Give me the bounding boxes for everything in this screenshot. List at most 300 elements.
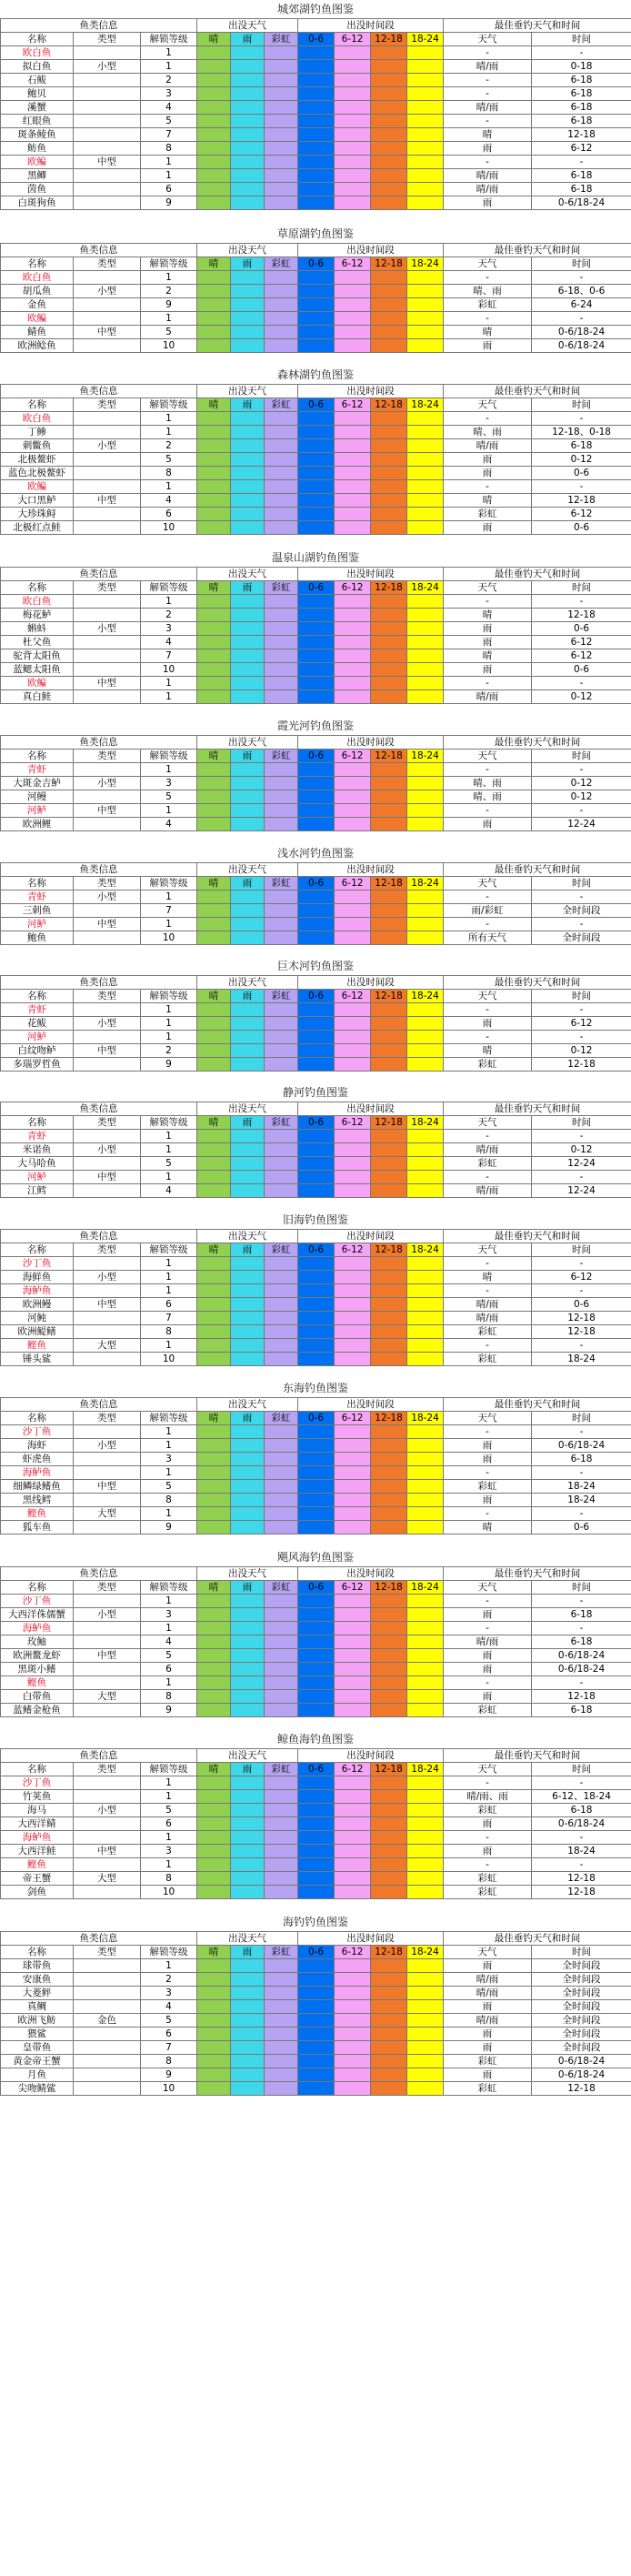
unlock-level: 5: [141, 325, 197, 338]
fish-type: [74, 183, 141, 196]
section-title: 巨木河钓鱼图鉴: [276, 959, 354, 972]
subheader-row: [1, 1946, 631, 1959]
fish-type: [74, 74, 141, 87]
fish-type: [74, 1521, 141, 1535]
time-0-6-header: 0-6: [298, 1243, 335, 1256]
fish-name: 溪蟹: [1, 101, 74, 115]
time-cell: [407, 1171, 444, 1184]
weather-cell: [197, 777, 231, 790]
weather-cell: [231, 311, 265, 325]
table-row: [1, 1872, 631, 1886]
fish-name: 月鱼: [1, 2068, 74, 2082]
time-cell: [371, 1776, 407, 1790]
fish-type: [74, 1466, 141, 1480]
time-cell: [371, 1324, 407, 1338]
time-cell: [335, 466, 371, 479]
table-row: [1, 1607, 631, 1621]
time-0-6-header: 0-6: [298, 1763, 335, 1776]
fish-name: 青虾: [1, 1002, 74, 1016]
type-header: 类型: [74, 1763, 141, 1776]
unlock-level: 1: [141, 1256, 197, 1270]
time-cell: [298, 1635, 335, 1648]
weather-cell: [197, 1845, 231, 1858]
best-weather: 雨: [444, 2028, 532, 2041]
best-time: 18-24: [532, 1494, 631, 1507]
time-cell: [335, 297, 371, 311]
fish-name: 海虾: [1, 1439, 74, 1453]
best-weather: -: [444, 1776, 532, 1790]
best-weather: -: [444, 1256, 532, 1270]
weather-cell: [197, 101, 231, 115]
best-time: 6-24: [532, 297, 631, 311]
time-cell: [335, 325, 371, 338]
best-weather: 雨: [444, 196, 532, 210]
best-header: 最佳垂钓天气和时间: [444, 862, 631, 876]
weather-cell: [197, 1689, 231, 1703]
weather-cell: [197, 1311, 231, 1324]
time-cell: [407, 2028, 444, 2041]
time-cell: [298, 1776, 335, 1790]
unlock-level: 1: [141, 1594, 197, 1607]
subheader-row: [1, 580, 631, 594]
time-cell: [371, 520, 407, 534]
time-header: 出没时间段: [298, 243, 444, 257]
fish-type: 中型: [74, 1845, 141, 1858]
time-12-18-header: 12-18: [371, 1763, 407, 1776]
time-cell: [335, 1973, 371, 1987]
fish-type: [74, 1057, 141, 1071]
weather-cell: [231, 115, 265, 128]
best-weather: 彩虹: [444, 2055, 532, 2068]
time-cell: [335, 818, 371, 831]
weather-cell: [265, 142, 298, 156]
weather-cell: [197, 438, 231, 452]
weather-cell: [197, 1594, 231, 1607]
fish-name: 竹荚鱼: [1, 1790, 74, 1804]
table-row: [1, 60, 631, 74]
unlock-level: 3: [141, 1607, 197, 1621]
time-cell: [407, 325, 444, 338]
time-cell: [371, 689, 407, 703]
time-cell: [407, 635, 444, 649]
best-time: 6-12: [532, 649, 631, 662]
best-weather: 所有天气: [444, 931, 532, 944]
time-12-18-header: 12-18: [371, 876, 407, 890]
time-cell: [371, 1466, 407, 1480]
best-time: 6-18: [532, 101, 631, 115]
time-cell: [371, 196, 407, 210]
weather-cell: [265, 1886, 298, 1899]
table-row: [1, 594, 631, 608]
table-row: [1, 1171, 631, 1184]
time-cell: [407, 2068, 444, 2082]
weather-cell: [197, 1648, 231, 1662]
time-cell: [335, 594, 371, 608]
time-cell: [335, 311, 371, 325]
time-cell: [407, 1790, 444, 1804]
weather-cell: [197, 1043, 231, 1057]
best-time: 0-12: [532, 1043, 631, 1057]
time-cell: [407, 156, 444, 169]
weather-cell: [197, 2068, 231, 2082]
unlock-level: 6: [141, 1662, 197, 1675]
time-cell: [298, 1703, 335, 1716]
time-cell: [371, 1016, 407, 1030]
unlock-level: 10: [141, 931, 197, 944]
rain-header: 雨: [231, 1116, 265, 1130]
best-time: 6-18: [532, 1607, 631, 1621]
best-weather: -: [444, 1594, 532, 1607]
weather-cell: [197, 87, 231, 101]
weather-cell: [265, 1790, 298, 1804]
type-header: 类型: [74, 397, 141, 411]
weather-cell: [197, 1804, 231, 1817]
level-header: 解锁等级: [141, 876, 197, 890]
weather-cell: [231, 1804, 265, 1817]
weather-cell: [197, 931, 231, 944]
time-cell: [371, 87, 407, 101]
weather-cell: [231, 1338, 265, 1352]
weather-cell: [265, 169, 298, 183]
time-cell: [371, 1675, 407, 1689]
table-row: [1, 676, 631, 689]
level-header: 解锁等级: [141, 1946, 197, 1959]
time-cell: [407, 183, 444, 196]
best-time-header: 时间: [532, 1580, 631, 1594]
best-weather: 彩虹: [444, 297, 532, 311]
best-time: -: [532, 46, 631, 60]
fish-name: 皇带鱼: [1, 2041, 74, 2055]
weather-cell: [265, 1453, 298, 1466]
weather-cell: [231, 452, 265, 466]
weather-cell: [265, 493, 298, 507]
time-cell: [335, 1439, 371, 1453]
best-weather: 雨: [444, 662, 532, 676]
best-time: 12-18: [532, 1057, 631, 1071]
time-cell: [298, 763, 335, 777]
weather-cell: [197, 1057, 231, 1071]
weather-cell: [197, 1171, 231, 1184]
table-row: [1, 890, 631, 903]
unlock-level: 5: [141, 1804, 197, 1817]
time-cell: [335, 1256, 371, 1270]
weather-cell: [265, 183, 298, 196]
weather-cell: [197, 1297, 231, 1311]
time-cell: [298, 1872, 335, 1886]
fish-info-header: 鱼类信息: [1, 1102, 197, 1116]
table-row: [1, 270, 631, 284]
level-header: 解锁等级: [141, 989, 197, 1002]
rainbow-header: 彩虹: [265, 1116, 298, 1130]
weather-header: 出没天气: [197, 1229, 298, 1243]
best-time: 0-6: [532, 621, 631, 635]
time-0-6-header: 0-6: [298, 257, 335, 270]
time-cell: [371, 101, 407, 115]
time-cell: [298, 1324, 335, 1338]
time-18-24-header: 18-24: [407, 1412, 444, 1425]
fish-name: 球带鱼: [1, 1959, 74, 1973]
unlock-level: 5: [141, 115, 197, 128]
time-cell: [335, 46, 371, 60]
fish-table: [0, 735, 631, 831]
weather-cell: [265, 1256, 298, 1270]
time-cell: [407, 2041, 444, 2055]
time-cell: [407, 1494, 444, 1507]
table-row: [1, 763, 631, 777]
weather-cell: [231, 425, 265, 438]
weather-cell: [265, 115, 298, 128]
time-cell: [298, 2082, 335, 2096]
weather-cell: [197, 1352, 231, 1365]
table-row: [1, 1973, 631, 1987]
time-cell: [335, 338, 371, 352]
weather-cell: [265, 818, 298, 831]
time-cell: [335, 1776, 371, 1790]
time-cell: [298, 676, 335, 689]
weather-cell: [197, 325, 231, 338]
table-row: [1, 411, 631, 425]
best-time: 0-6/18-24: [532, 338, 631, 352]
fish-name: 大珍珠鲟: [1, 507, 74, 520]
fish-name: 沙丁鱼: [1, 1425, 74, 1439]
best-time: 0-6: [532, 1521, 631, 1535]
time-12-18-header: 12-18: [371, 580, 407, 594]
best-weather: 雨: [444, 466, 532, 479]
best-time: 全时间段: [532, 2041, 631, 2055]
best-time: 全时间段: [532, 931, 631, 944]
table-row: [1, 2082, 631, 2096]
weather-cell: [231, 1143, 265, 1157]
time-cell: [298, 1283, 335, 1297]
time-header: 出没时间段: [298, 1566, 444, 1580]
fish-type: [74, 2082, 141, 2096]
time-cell: [335, 1858, 371, 1872]
weather-cell: [231, 156, 265, 169]
weather-cell: [265, 2014, 298, 2028]
time-cell: [335, 183, 371, 196]
time-cell: [407, 676, 444, 689]
time-cell: [298, 1987, 335, 2000]
weather-cell: [265, 1143, 298, 1157]
fish-type: 小型: [74, 1439, 141, 1453]
weather-cell: [265, 1311, 298, 1324]
time-cell: [335, 156, 371, 169]
time-cell: [407, 1607, 444, 1621]
weather-cell: [197, 1973, 231, 1987]
weather-cell: [197, 917, 231, 931]
best-weather: 彩虹: [444, 1480, 532, 1494]
fish-info-header: 鱼类信息: [1, 384, 197, 397]
time-cell: [371, 594, 407, 608]
unlock-level: 1: [141, 169, 197, 183]
time-cell: [407, 931, 444, 944]
weather-cell: [231, 1256, 265, 1270]
time-cell: [298, 777, 335, 790]
type-header: 类型: [74, 1946, 141, 1959]
best-time: -: [532, 1858, 631, 1872]
fish-name: 欧鳊: [1, 311, 74, 325]
time-cell: [335, 284, 371, 297]
table-row: [1, 311, 631, 325]
best-time: 0-12: [532, 790, 631, 804]
weather-cell: [265, 74, 298, 87]
fish-name: 青虾: [1, 890, 74, 903]
best-time: 6-18: [532, 1453, 631, 1466]
fish-name: 细鳞绿鳍鱼: [1, 1480, 74, 1494]
weather-cell: [265, 903, 298, 917]
table-row: [1, 2041, 631, 2055]
type-header: 类型: [74, 580, 141, 594]
time-cell: [298, 890, 335, 903]
time-cell: [407, 1845, 444, 1858]
best-time: 12-18、0-18: [532, 425, 631, 438]
time-cell: [335, 1886, 371, 1899]
weather-cell: [231, 594, 265, 608]
time-cell: [371, 1845, 407, 1858]
fish-type: 小型: [74, 1143, 141, 1157]
time-cell: [298, 2014, 335, 2028]
time-cell: [371, 1338, 407, 1352]
time-cell: [371, 2068, 407, 2082]
subheader-row: [1, 1763, 631, 1776]
weather-cell: [197, 284, 231, 297]
weather-cell: [265, 777, 298, 790]
weather-cell: [231, 2068, 265, 2082]
fish-type: 金色: [74, 2014, 141, 2028]
table-row: [1, 662, 631, 676]
level-header: 解锁等级: [141, 1243, 197, 1256]
time-cell: [298, 74, 335, 87]
fish-type: [74, 1776, 141, 1790]
fish-name: 沙丁鱼: [1, 1256, 74, 1270]
unlock-level: 2: [141, 284, 197, 297]
best-weather: -: [444, 1030, 532, 1043]
time-cell: [371, 1297, 407, 1311]
time-cell: [335, 1817, 371, 1831]
best-time: 12-18: [532, 128, 631, 142]
time-cell: [335, 74, 371, 87]
best-time: 18-24: [532, 1352, 631, 1365]
weather-cell: [231, 466, 265, 479]
weather-header: 出没天气: [197, 736, 298, 750]
weather-cell: [197, 1130, 231, 1143]
weather-cell: [265, 689, 298, 703]
fish-name: 河鲈: [1, 917, 74, 931]
fish-table: [0, 567, 631, 704]
best-time-header: 时间: [532, 750, 631, 763]
time-cell: [407, 621, 444, 635]
fish-type: 大型: [74, 1872, 141, 1886]
weather-cell: [197, 338, 231, 352]
fish-name: 河鲈: [1, 1030, 74, 1043]
best-time: 6-18: [532, 87, 631, 101]
unlock-level: 1: [141, 1270, 197, 1283]
best-weather: 晴/雨: [444, 1297, 532, 1311]
weather-cell: [265, 128, 298, 142]
weather-cell: [265, 2055, 298, 2068]
weather-cell: [265, 1270, 298, 1283]
fish-name: 真白鲑: [1, 689, 74, 703]
fish-name: 欧白鱼: [1, 270, 74, 284]
best-weather: -: [444, 1130, 532, 1143]
level-header: 解锁等级: [141, 397, 197, 411]
weather-cell: [265, 1987, 298, 2000]
weather-cell: [197, 1157, 231, 1171]
best-time: 全时间段: [532, 1973, 631, 1987]
time-12-18-header: 12-18: [371, 750, 407, 763]
time-cell: [371, 676, 407, 689]
unlock-level: 4: [141, 635, 197, 649]
best-weather: 彩虹: [444, 1886, 532, 1899]
time-header: 出没时间段: [298, 1229, 444, 1243]
fish-name: 虾虎鱼: [1, 1453, 74, 1466]
weather-cell: [231, 1480, 265, 1494]
fish-name: 白纹吻鲈: [1, 1043, 74, 1057]
rainbow-header: 彩虹: [265, 989, 298, 1002]
best-weather: -: [444, 763, 532, 777]
time-0-6-header: 0-6: [298, 1412, 335, 1425]
time-cell: [407, 1466, 444, 1480]
unlock-level: 1: [141, 46, 197, 60]
weather-cell: [265, 804, 298, 818]
rainbow-header: 彩虹: [265, 1243, 298, 1256]
time-cell: [298, 1494, 335, 1507]
fish-type: 大型: [74, 1507, 141, 1521]
weather-cell: [265, 196, 298, 210]
weather-cell: [231, 142, 265, 156]
time-cell: [371, 479, 407, 493]
weather-cell: [265, 101, 298, 115]
fish-name: 海鲈鱼: [1, 1283, 74, 1297]
best-time: 6-12、18-24: [532, 1790, 631, 1804]
fish-name: 欧鳊: [1, 676, 74, 689]
weather-cell: [231, 649, 265, 662]
fish-name: 花鲅: [1, 1016, 74, 1030]
fish-type: 中型: [74, 493, 141, 507]
time-cell: [371, 338, 407, 352]
weather-cell: [231, 1648, 265, 1662]
weather-cell: [197, 520, 231, 534]
unlock-level: 1: [141, 689, 197, 703]
time-cell: [335, 1804, 371, 1817]
weather-cell: [265, 763, 298, 777]
unlock-level: 7: [141, 1311, 197, 1324]
time-6-12-header: 6-12: [335, 750, 371, 763]
weather-cell: [197, 1858, 231, 1872]
fish-type: 小型: [74, 777, 141, 790]
best-time-header: 时间: [532, 1412, 631, 1425]
fish-name: 鲣鱼: [1, 1675, 74, 1689]
time-18-24-header: 18-24: [407, 1580, 444, 1594]
time-cell: [298, 1130, 335, 1143]
fish-info-header: 鱼类信息: [1, 1749, 197, 1763]
table-row: [1, 1297, 631, 1311]
time-cell: [335, 1675, 371, 1689]
lake-section: [0, 1730, 631, 1899]
time-cell: [298, 325, 335, 338]
table-row: [1, 452, 631, 466]
time-cell: [407, 46, 444, 60]
time-18-24-header: 18-24: [407, 397, 444, 411]
level-header: 解锁等级: [141, 1763, 197, 1776]
weather-header: 出没天气: [197, 19, 298, 33]
rainbow-header: 彩虹: [265, 580, 298, 594]
unlock-level: 1: [141, 425, 197, 438]
weather-cell: [197, 1494, 231, 1507]
weather-cell: [231, 917, 265, 931]
best-time: 0-18: [532, 60, 631, 74]
weather-cell: [265, 2000, 298, 2014]
